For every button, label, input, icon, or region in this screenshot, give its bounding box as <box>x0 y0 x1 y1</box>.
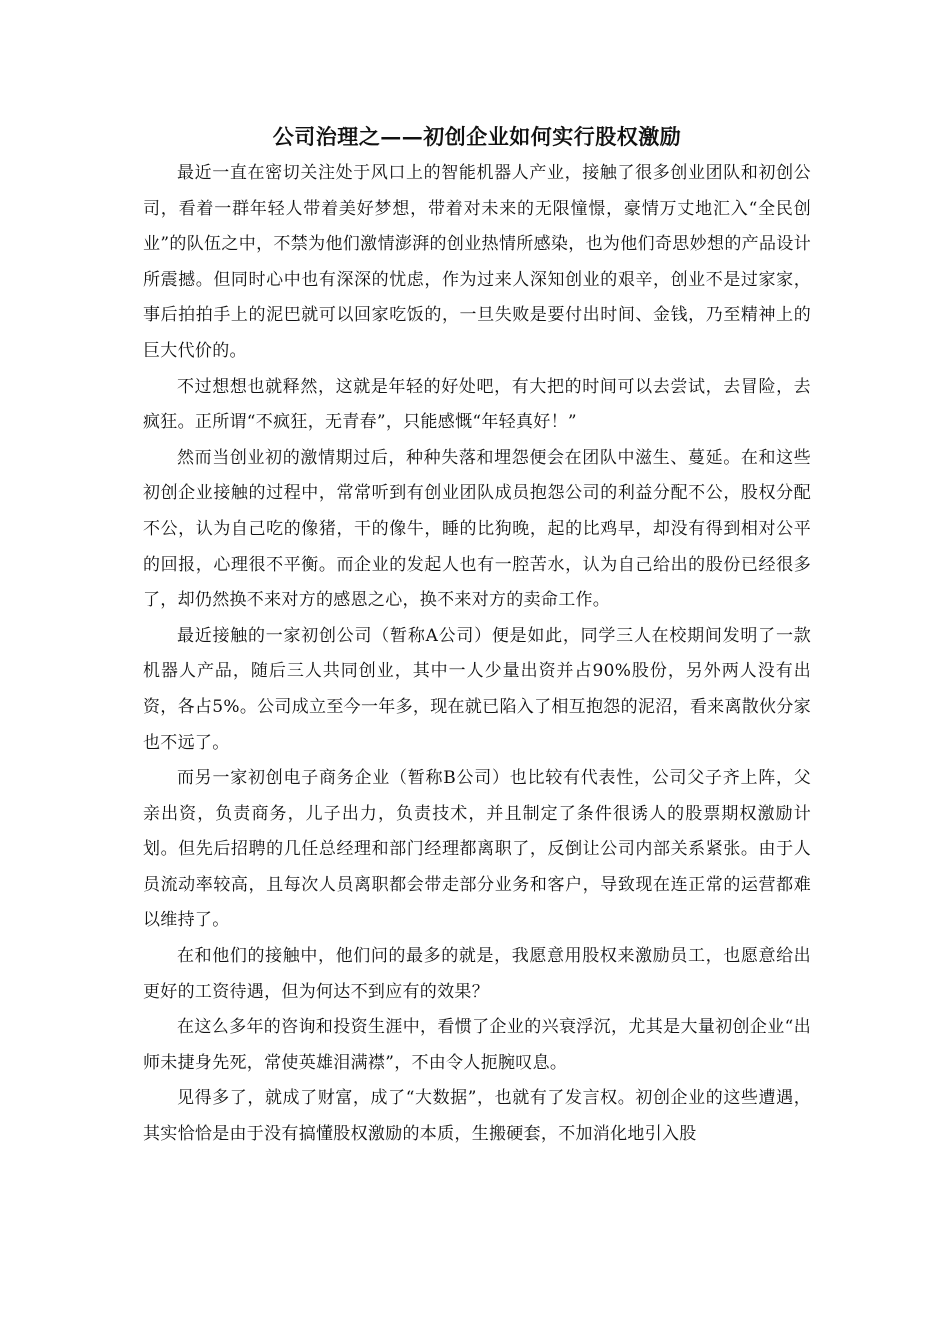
paragraph-6: 在和他们的接触中，他们问的最多的就是，我愿意用股权来激励员工，也愿意给出更好的工资待遇，但为何达不到应有的效果？ <box>143 946 811 1002</box>
paragraph-8: 见得多了，就成了财富，成了“大数据”，也就有了发言权。初创企业的这些遭遇，其实恰恰是由于没有搞懂股权激励的本质，生搬硬套，不加消化地引入股 <box>143 1088 811 1145</box>
paragraph-4: 最近接触的一家初创公司（暂称A公司）便是如此，同学三人在校期间发明了一款机器人产品，随后三人共同创业，其中一人少量出资并占90%股份，另外两人没有出资，各占5%。公司成立至今一年多，现在就已陷入了相互抱怨的泥沼，看来离散伙分家也不远了。 <box>143 625 811 753</box>
document-title: 公司治理之——初创企业如何实行股权激励 <box>272 124 682 149</box>
paragraph-3: 然而当创业初的激情期过后，种种失落和埋怨便会在团队中滋生、蔓延。在和这些初创企业接触的过程中，常常听到有创业团队成员抱怨公司的利益分配不公，股权分配不公，认为自己吃的像猪，干的像牛，睡的比狗晚，起的比鸡早，却没有得到相对公平的回报，心理很不平衡。而企业的发起人也有一腔苦水，认为自己给出的股份已经很多了，却仍然换不来对方的感恩之心，换不来对方的卖命工作。 <box>143 447 811 611</box>
document-page <box>143 120 811 1153</box>
paragraph-5: 而另一家初创电子商务企业（暂称B公司）也比较有代表性，公司父子齐上阵，父亲出资，负责商务，儿子出力，负责技术，并且制定了条件很诱人的股票期权激励计划。但先后招聘的几任总经理和部门经理都离职了，反倒让公司内部关系紧张。由于人员流动率较高，且每次人员离职都会带走部分业务和客户，导致现在连正常的运营都难以维持了。 <box>143 768 811 931</box>
paragraph-7: 在这么多年的咨询和投资生涯中，看惯了企业的兴衰浮沉，尤其是大量初创企业“出师未捷身先死，常使英雄泪满襟”，不由令人扼腕叹息。 <box>143 1017 811 1073</box>
paragraph-2: 不过想想也就释然，这就是年轻的好处吧，有大把的时间可以去尝试，去冒险，去疯狂。正所谓“不疯狂，无青春”，只能感慨“年轻真好！” <box>143 376 811 433</box>
paragraph-1: 最近一直在密切关注处于风口上的智能机器人产业，接触了很多创业团队和初创公司，看着一群年轻人带着美好梦想，带着对未来的无限憧憬，豪情万丈地汇入“全民创业”的队伍之中，不禁为他们激情澎湃的创业热情所感染，也为他们奇思妙想的产品设计所震撼。但同时心中也有深深的忧虑，作为过来人深知创业的艰辛，创业不是过家家，事后拍拍手上的泥巴就可以回家吃饭的，一旦失败是要付出时间、金钱，乃至精神上的巨大代价的。 <box>143 163 811 361</box>
